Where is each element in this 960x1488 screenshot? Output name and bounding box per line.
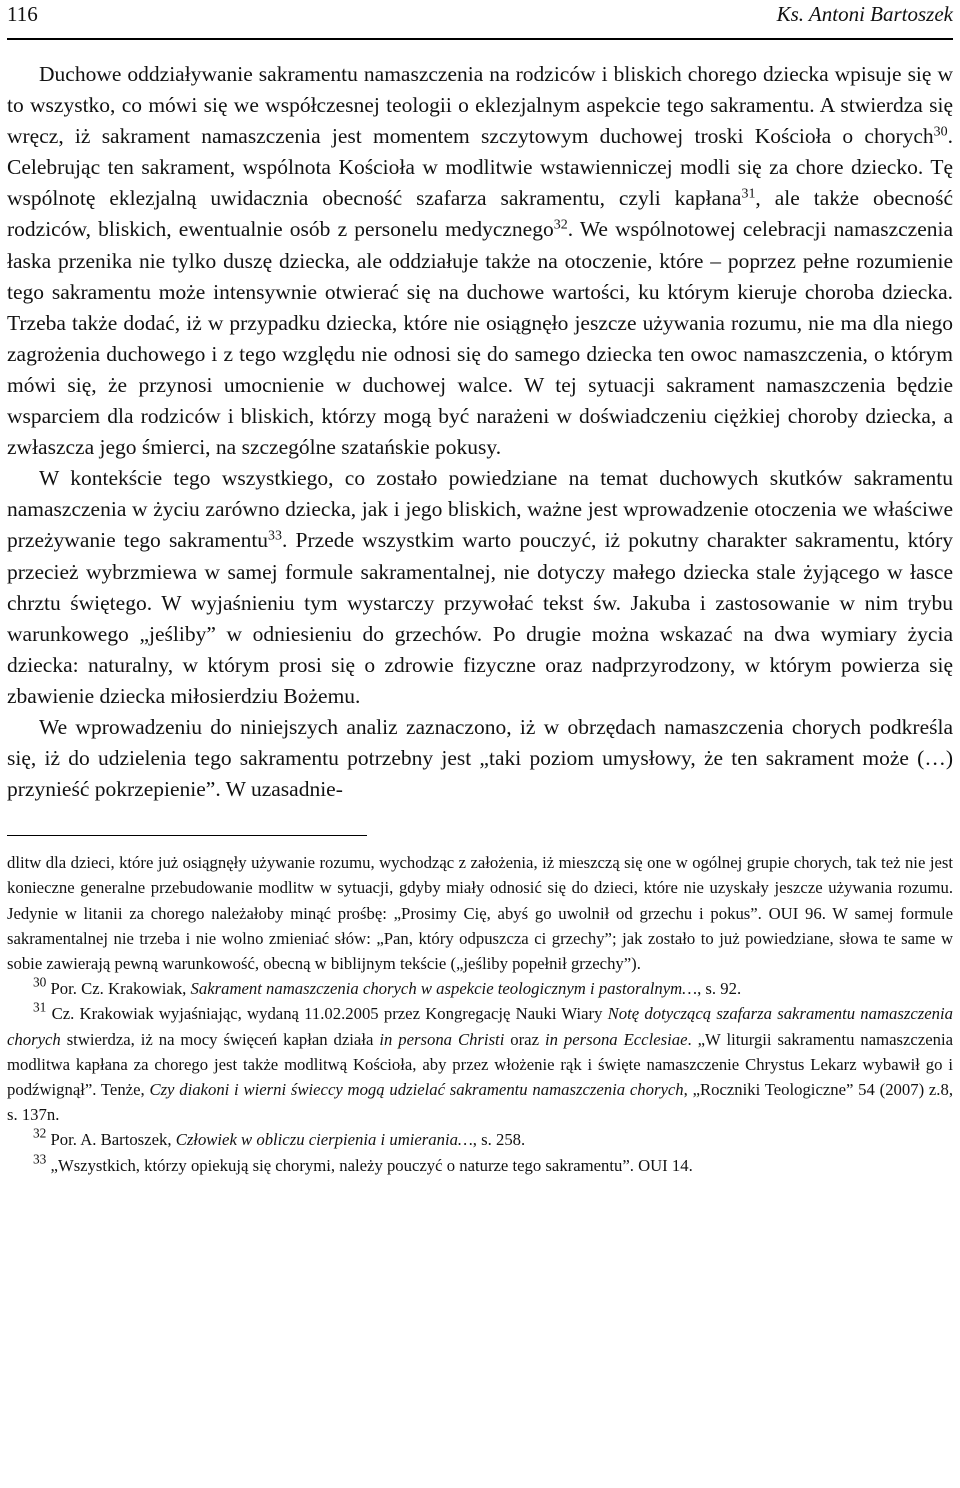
text-run: Por. Cz. Krakowiak, (46, 979, 191, 999)
footnote-ref: 31 (741, 186, 756, 202)
text-run: Cz. Krakowiak wyjaśniając, wydaną 11.02.2005 przez Kongregację Nauki Wiary (46, 1004, 608, 1024)
text-run: stwierdza, iż na mocy święceń kapłan działa (60, 1029, 380, 1049)
document-title: Notę dotyczącą szafarza sakramentu namaszczenia chorych (7, 1004, 953, 1049)
text-run: Por. A. Bartoszek, (46, 1130, 176, 1150)
footnote-separator (7, 835, 367, 836)
footnote-number: 33 (33, 1151, 47, 1167)
book-page (7, 0, 953, 1178)
text-run: „Wszystkich, którzy opiekują się chorymi, należy pouczyć o naturze tego sakramentu”. OUI 14. (46, 1155, 693, 1175)
text-run: , „Roczniki Teologiczne” 54 (2007) z.8, s. 137n. (7, 1080, 953, 1125)
article-title: Czy diakoni i wierni świeccy mogą udzielać sakramentu namaszczenia chorych (149, 1080, 684, 1100)
footnote-continuation: dlitw dla dzieci, które już osiągnęły używanie rozumu, wychodząc z założenia, iż mieszczą się one w ogólnej grupie chorych, tak też nie jest konieczne generalne przebudowanie modlitw w sytuacji, gdyby miały odnosić się do dzieci, które nie uzyskały jeszcze używania rozumu. Jedynie w litanii za chorego należałoby minąć prośbę: „Prosimy Cię, abyś go uwolnił od grzechu i pokus”. OUI 96. W samej formule sakramentalnej nie trzeba i nie wolno zmieniać słów: „Pan, który odpuszcza ci grzechy”; jak zostało to już powiedziane, słowa te same w sobie zawierają pewną warunkowość, obecną w biblijnym tekście („jeśliby popełnił grzechy”). (7, 853, 953, 974)
text-run: , s. 258. (472, 1130, 526, 1150)
footnotes (7, 850, 953, 1178)
page-header (7, 0, 953, 40)
footnote-number: 30 (33, 974, 47, 990)
main-text (7, 59, 953, 805)
text-run: oraz (504, 1029, 545, 1049)
footnote-33 (7, 1153, 953, 1178)
latin-phrase: in persona Christi (379, 1029, 505, 1049)
footnote-32 (7, 1127, 953, 1152)
page-number: 116 (7, 2, 38, 26)
text-run: , ale także obecność rodziców, bliskich, ewentualnie osób z personelu medycznego (7, 186, 954, 242)
book-title: Człowiek w obliczu cierpienia i umierania… (175, 1130, 473, 1150)
text-run: . Celebrując ten sakrament, wspólnota Kościoła w modlitwie wstawienniczej modli się za chore dziecko. Tę wspólnotę eklezjalną uwidacznia obecność szafarza sakramentu, czyli kapłana (7, 124, 953, 211)
running-head: Ks. Antoni Bartoszek (776, 2, 953, 26)
text-run: We wprowadzeniu do niniejszych analiz zaznaczono, iż w obrzędach namaszczenia chorych podkreśla się, iż do udzielenia tego sakramentu potrzebny jest „taki poziom umysłowy, że ten sakrament może (…) przynieść pokrzepienie”. W uzasadnie- (7, 714, 953, 802)
text-run: W kontekście tego wszystkiego, co zostało powiedziane na temat duchowych skutków sakramentu namaszczenia w życiu zarówno dziecka, jak i jego bliskich, ważne jest wprowadzenie otoczenia we właściwe przeżywanie tego sakramentu (7, 466, 953, 553)
text-run: . „W liturgii sakramentu namaszczenia modlitwa kapłana za chorego jest także modlitwą Kościoła, aby przez włożenie rąk i święte namaszczenie Chrystus Lekarz wybawił go i podźwignął”. Tenże, (7, 1029, 954, 1100)
footnote-ref: 30 (933, 124, 948, 140)
book-title: Sakrament namaszczenia chorych w aspekcie teologicznym i pastoralnym… (190, 979, 698, 999)
footnote-ref: 33 (268, 528, 283, 544)
text-run: . Przede wszystkim warto pouczyć, iż pokutny charakter sakramentu, który przecież wybrzmiewa w samej formule sakramentalnej, nie dotyczy małego dziecka stale żyjącego w łasce chrztu świętego. W wyjaśnieniu tym wystarczy przywołać tekst św. Jakuba i zastosowanie w nim trybu warunkowego „jeśliby” w odniesieniu do grzechów. Po drugie można wskazać na dwa wymiary życia dziecka: naturalny, w którym prosi się o zdrowie fizyczne oraz nadprzyrodzony, w którym powierza się zbawienie dziecka miłosierdziu Bożemu. (7, 528, 953, 708)
body-paragraph (7, 463, 953, 712)
footnote-ref: 32 (553, 217, 568, 233)
text-run: . We wspólnotowej celebracji namaszczenia łaska przenika nie tylko duszę dziecka, ale oddziałuje także na otoczenie, które – poprzez pełne rozumienie tego sakramentu może intensywnie otwierać się na duchowe wartości, ku którym kieruje choroba dziecka. Trzeba także dodać, iż w przypadku dziecka, które nie osiągnęło jeszcze używania rozumu, nie ma dla niego zagrożenia duchowego i z tego względu nie odnosi się do samego dziecka ten owoc namaszczenia, o którym mówi się, że przynosi umocnienie w duchowej walce. W tej sytuacji sakrament namaszczenia będzie wsparciem dla rodziców i bliskich, którzy mogą być narażeni w doświadczeniu ciężkiej choroby dziecka, a zwłaszcza jego śmierci, na szczególne szatańskie pokusy. (7, 217, 954, 460)
text-run: Duchowe oddziaływanie sakramentu namaszczenia na rodziców i bliskich chorego dziecka wpisuje się w to wszystko, co mówi się we współczesnej teologii o eklezjalnym aspekcie tego sakramentu. A stwierdza się wręcz, iż sakrament namaszczenia jest momentem szczytowym duchowej troski Kościoła o chorych (7, 62, 953, 149)
footnote-number: 31 (33, 1000, 47, 1016)
footnote-31 (7, 1001, 953, 1127)
footnote-30 (7, 976, 953, 1001)
body-paragraph (7, 59, 953, 463)
footnote-number: 32 (33, 1126, 47, 1142)
text-run: , s. 92. (697, 979, 742, 999)
body-paragraph (7, 712, 953, 805)
latin-phrase: in persona Ecclesiae (544, 1029, 688, 1049)
